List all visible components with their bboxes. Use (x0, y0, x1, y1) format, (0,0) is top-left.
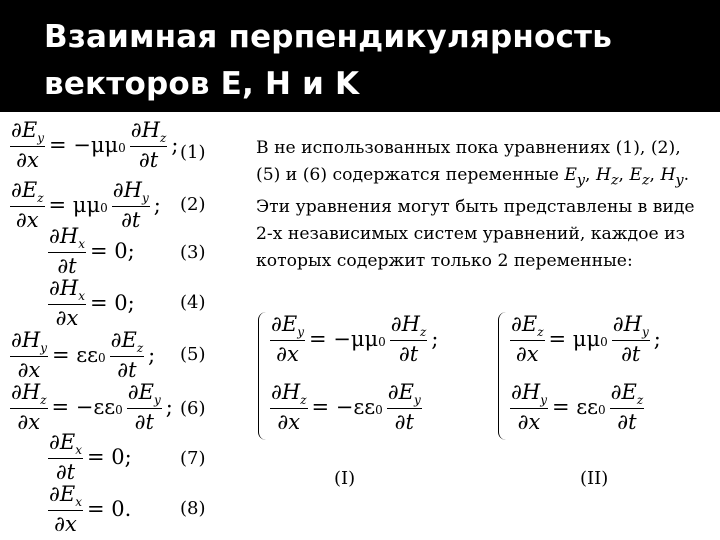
equation-number-2: (2) (180, 194, 206, 215)
system-1-brace (258, 312, 267, 440)
equation-5: $\partial H_y$ ∂x = εε0 $\partial E_z$ ∂t ; (11, 328, 156, 383)
system-1-equation-2: $\partial H_z$ ∂x = −εε0 $\partial E_y$ ∂t (271, 380, 421, 435)
sep-2: , (618, 165, 630, 185)
equation-1: $\partial E_y$ ∂x = −μμ0 $\partial H_z$ ∂t ; (11, 118, 179, 173)
slide-title (44, 14, 684, 108)
sep-1: , (585, 165, 596, 185)
explanation-paragraph (256, 135, 704, 275)
system-label-2: (II) (580, 468, 609, 489)
sep-3: , (649, 165, 661, 185)
system-1-equation-1: $\partial E_y$ ∂x = −μμ0 $\partial H_z$ ∂t ; (271, 312, 439, 367)
equation-4: $\partial H_x$ ∂x = 0; (49, 276, 135, 331)
var-e: E (564, 165, 577, 185)
equation-number-4: (4) (180, 292, 206, 313)
var-e2-sub: z (641, 172, 650, 189)
equation-6: $\partial H_z$ ∂x = −εε0 $\partial E_y$ ∂t ; (11, 380, 173, 435)
var-e2: E (629, 165, 642, 185)
paragraph-text-end: . Эти уравнения могут быть представлены в виде 2-х независимых систем уравнений, каждое из которых содержит только 2 переменные: (256, 165, 695, 272)
equation-2: $\partial E_z$ ∂x = μμ0 $\partial H_y$ ∂t ; (11, 178, 161, 233)
var-e-sub: y (576, 172, 585, 189)
paragraph-text-start: В не использованных пока уравнениях (1), (2), (5) и (6) содержатся переменные (256, 138, 681, 185)
equation-number-8: (8) (180, 498, 206, 519)
title-bar (0, 0, 720, 112)
var-h2-sub: y (675, 172, 684, 189)
system-label-1: (I) (334, 468, 356, 489)
equation-number-3: (3) (180, 242, 206, 263)
var-h: H (595, 165, 611, 185)
content-panel (0, 112, 720, 540)
equation-number-1: (1) (180, 142, 206, 163)
title-line-1: Взаимная перпендикулярность (44, 19, 613, 55)
equation-number-7: (7) (180, 448, 206, 469)
equation-number-5: (5) (180, 344, 206, 365)
equation-8: $\partial E_x$ ∂x = 0. (49, 482, 132, 537)
system-2-equation-1: $\partial E_z$ ∂x = μμ0 $\partial H_y$ ∂t ; (511, 312, 661, 367)
title-line-2: векторов E, H и K (44, 66, 360, 102)
var-h-sub: z (610, 172, 619, 189)
equation-number-6: (6) (180, 398, 206, 419)
equation-3: $\partial H_x$ ∂t = 0; (49, 224, 135, 279)
equation-7: $\partial E_x$ ∂t = 0; (49, 430, 132, 485)
var-h2: H (660, 165, 676, 185)
system-2-equation-2: $\partial H_y$ ∂x = εε0 $\partial E_z$ ∂t (511, 380, 644, 435)
system-2-brace (498, 312, 507, 440)
